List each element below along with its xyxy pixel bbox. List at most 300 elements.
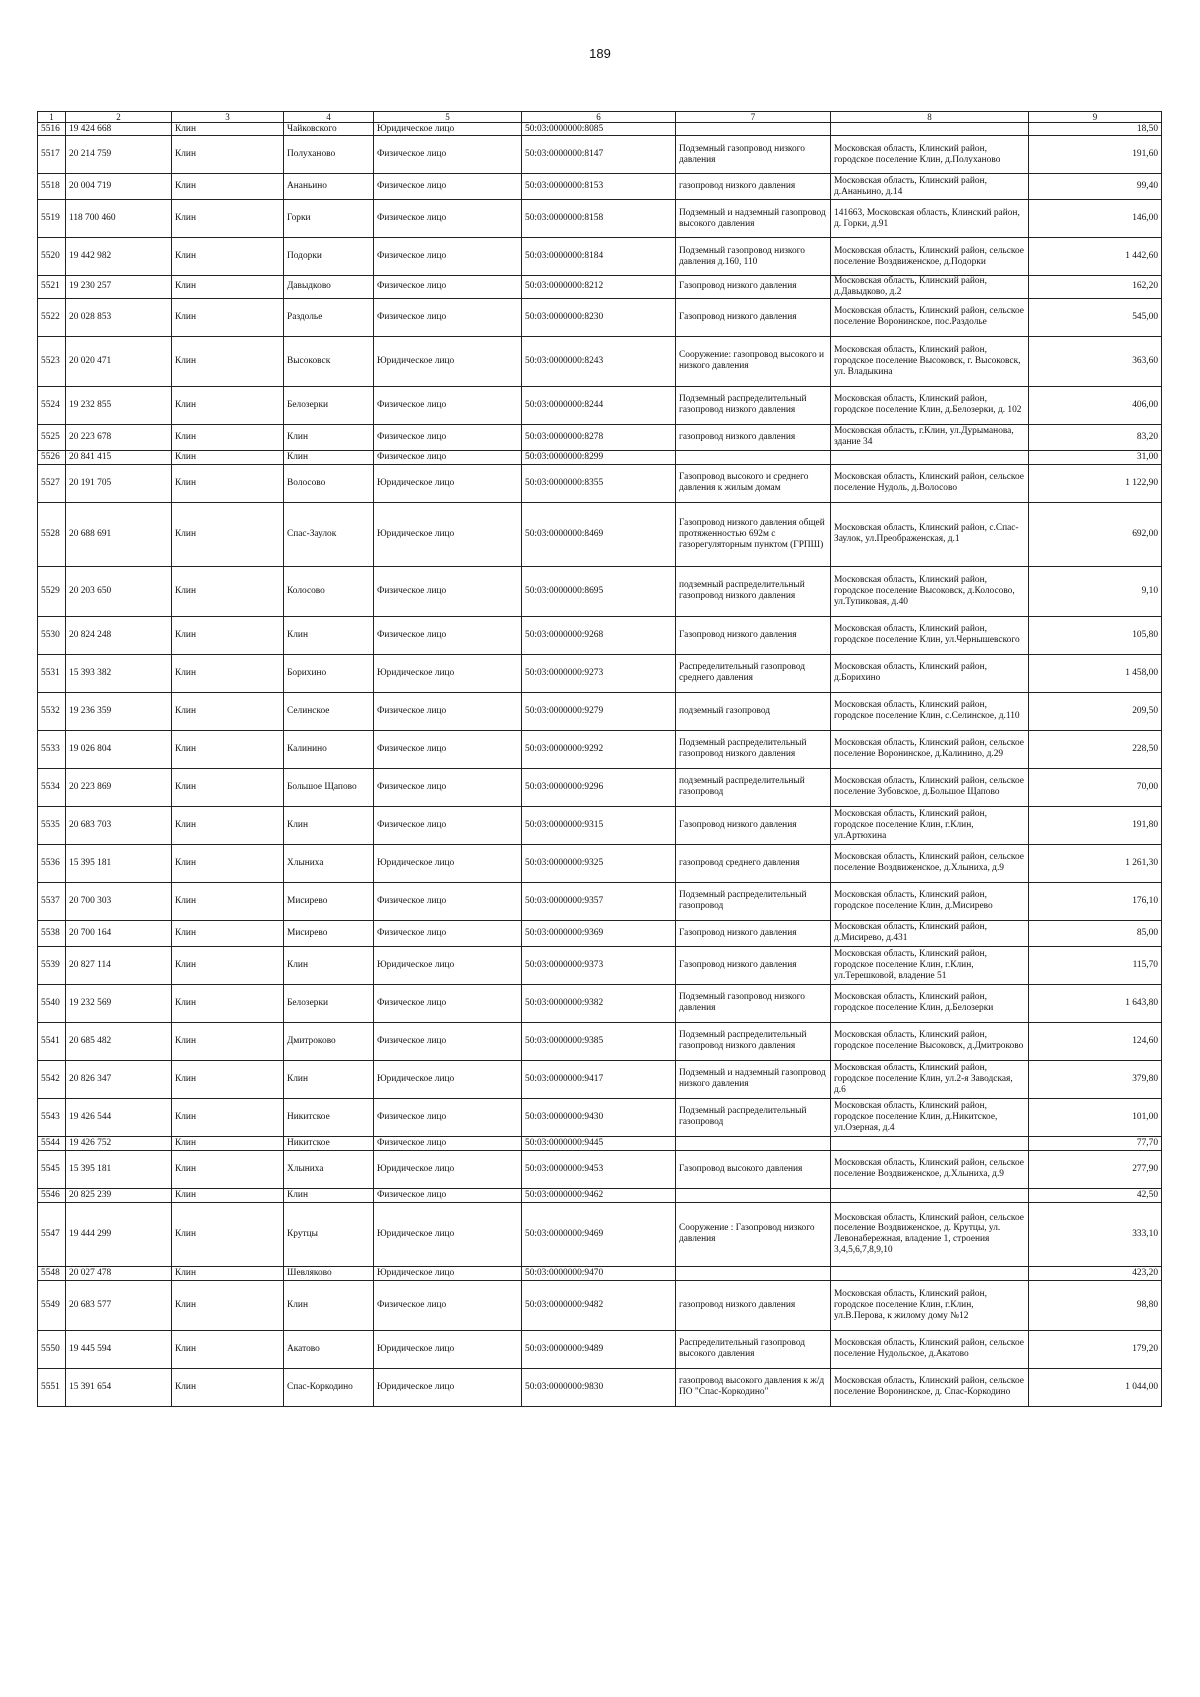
cell-settlement: Акатово [284, 1330, 374, 1368]
cell-record-id: 15 395 181 [66, 844, 172, 882]
cell-settlement: Белозерки [284, 386, 374, 424]
table-row [38, 200, 1162, 238]
cell-owner-type: Юридическое лицо [374, 123, 522, 136]
cell-row-number: 5551 [38, 1368, 66, 1406]
cell-object-name: Подземный и надземный газопровод высокого давления [676, 200, 831, 238]
cell-row-number: 5519 [38, 200, 66, 238]
cell-municipality: Клин [172, 174, 284, 200]
cell-row-number: 5544 [38, 1136, 66, 1150]
cell-object-name: Газопровод низкого давления [676, 298, 831, 336]
cell-cadastral-number: 50:03:0000000:9373 [522, 946, 676, 984]
cell-record-id: 20 841 415 [66, 450, 172, 464]
cell-record-id: 20 685 482 [66, 1022, 172, 1060]
cell-length: 124,60 [1029, 1022, 1162, 1060]
cell-length: 423,20 [1029, 1266, 1162, 1280]
cell-cadastral-number: 50:03:0000000:9469 [522, 1202, 676, 1266]
cell-owner-type: Физическое лицо [374, 566, 522, 616]
cell-length: 1 643,80 [1029, 984, 1162, 1022]
cell-address: Московская область, Клинский район, сельское поселение Воронинское, д.Калинино, д.29 [831, 730, 1029, 768]
table-row [38, 1136, 1162, 1150]
cell-record-id: 15 395 181 [66, 1150, 172, 1188]
cell-owner-type: Юридическое лицо [374, 1150, 522, 1188]
cell-cadastral-number: 50:03:0000000:9382 [522, 984, 676, 1022]
cell-record-id: 19 445 594 [66, 1330, 172, 1368]
cell-cadastral-number: 50:03:0000000:9417 [522, 1060, 676, 1098]
cell-record-id: 20 223 869 [66, 768, 172, 806]
cell-owner-type: Физическое лицо [374, 424, 522, 450]
cell-length: 1 442,60 [1029, 238, 1162, 276]
table-row [38, 616, 1162, 654]
cell-address: Московская область, Клинский район, сельское поселение Воздвиженское, д.Хлыниха, д.9 [831, 844, 1029, 882]
cell-settlement: Клин [284, 616, 374, 654]
cell-address: Московская область, Клинский район, сельское поселение Воронинское, д. Спас-Коркодино [831, 1368, 1029, 1406]
cell-object-name: Подземный газопровод низкого давления [676, 136, 831, 174]
cell-object-name: Сооружение : Газопровод низкого давления [676, 1202, 831, 1266]
cell-municipality: Клин [172, 984, 284, 1022]
cell-cadastral-number: 50:03:0000000:8695 [522, 566, 676, 616]
cell-object-name: Распределительный газопровод высокого давления [676, 1330, 831, 1368]
cell-settlement: Чайковского [284, 123, 374, 136]
page-number: 189 [589, 46, 611, 61]
column-header: 3 [172, 112, 284, 123]
cell-owner-type: Физическое лицо [374, 276, 522, 299]
header-row [38, 112, 1162, 123]
cell-record-id: 19 236 359 [66, 692, 172, 730]
cell-record-id: 19 426 752 [66, 1136, 172, 1150]
cell-object-name: Подземный и надземный газопровод низкого давления [676, 1060, 831, 1098]
cell-municipality: Клин [172, 566, 284, 616]
cell-settlement: Клин [284, 806, 374, 844]
cell-owner-type: Юридическое лицо [374, 844, 522, 882]
cell-row-number: 5538 [38, 920, 66, 946]
cell-object-name: Подземный газопровод низкого давления д.160, 110 [676, 238, 831, 276]
cell-row-number: 5543 [38, 1098, 66, 1136]
cell-address: Московская область, Клинский район, городское поселение Клин, д.Полуханово [831, 136, 1029, 174]
cell-settlement: Клин [284, 946, 374, 984]
cell-cadastral-number: 50:03:0000000:8085 [522, 123, 676, 136]
cell-row-number: 5518 [38, 174, 66, 200]
cell-owner-type: Юридическое лицо [374, 336, 522, 386]
cell-municipality: Клин [172, 1330, 284, 1368]
cell-length: 277,90 [1029, 1150, 1162, 1188]
cell-object-name: подземный газопровод [676, 692, 831, 730]
cell-object-name: Подземный газопровод низкого давления [676, 984, 831, 1022]
cell-owner-type: Юридическое лицо [374, 1330, 522, 1368]
cell-cadastral-number: 50:03:0000000:8244 [522, 386, 676, 424]
cell-address: 141663, Московская область, Клинский район, д. Горки, д.91 [831, 200, 1029, 238]
cell-record-id: 19 444 299 [66, 1202, 172, 1266]
table-row [38, 1188, 1162, 1202]
table-row [38, 1060, 1162, 1098]
cell-cadastral-number: 50:03:0000000:8184 [522, 238, 676, 276]
cell-object-name: газопровод низкого давления [676, 1280, 831, 1330]
cell-settlement: Клин [284, 424, 374, 450]
cell-object-name: Подземный распределительный газопровод низкого давления [676, 1022, 831, 1060]
cell-length: 406,00 [1029, 386, 1162, 424]
table-row [38, 1368, 1162, 1406]
cell-object-name: Газопровод низкого давления [676, 920, 831, 946]
cell-row-number: 5528 [38, 502, 66, 566]
cell-record-id: 20 824 248 [66, 616, 172, 654]
cell-municipality: Клин [172, 882, 284, 920]
cell-address: Московская область, Клинский район, д.Ананьино, д.14 [831, 174, 1029, 200]
cell-municipality: Клин [172, 502, 284, 566]
cell-row-number: 5521 [38, 276, 66, 299]
cell-settlement: Хлыниха [284, 844, 374, 882]
cell-cadastral-number: 50:03:0000000:9325 [522, 844, 676, 882]
cell-object-name: Подземный распределительный газопровод низкого давления [676, 386, 831, 424]
cell-cadastral-number: 50:03:0000000:9830 [522, 1368, 676, 1406]
cell-municipality: Клин [172, 1368, 284, 1406]
cell-length: 545,00 [1029, 298, 1162, 336]
cell-settlement: Крутцы [284, 1202, 374, 1266]
cell-settlement: Никитское [284, 1098, 374, 1136]
cell-object-name: Газопровод низкого давления [676, 946, 831, 984]
cell-owner-type: Физическое лицо [374, 1098, 522, 1136]
cell-address: Московская область, Клинский район, городское поселение Клин, д.Никитское, ул.Озерная, д.4 [831, 1098, 1029, 1136]
cell-cadastral-number: 50:03:0000000:8469 [522, 502, 676, 566]
table-row [38, 1098, 1162, 1136]
cell-record-id: 20 191 705 [66, 464, 172, 502]
cell-record-id: 20 028 853 [66, 298, 172, 336]
cell-record-id: 20 683 703 [66, 806, 172, 844]
cell-record-id: 20 700 164 [66, 920, 172, 946]
table-row [38, 123, 1162, 136]
cell-municipality: Клин [172, 1136, 284, 1150]
cell-row-number: 5534 [38, 768, 66, 806]
cell-municipality: Клин [172, 654, 284, 692]
column-header: 6 [522, 112, 676, 123]
cell-settlement: Горки [284, 200, 374, 238]
column-header: 2 [66, 112, 172, 123]
table-row [38, 1266, 1162, 1280]
cell-owner-type: Юридическое лицо [374, 1202, 522, 1266]
cell-record-id: 15 393 382 [66, 654, 172, 692]
cell-address: Московская область, Клинский район, сельское поселение Зубовское, д.Большое Щапово [831, 768, 1029, 806]
cell-row-number: 5536 [38, 844, 66, 882]
cell-owner-type: Физическое лицо [374, 1022, 522, 1060]
cell-address: Московская область, Клинский район, городское поселение Клин, ул.2-я Заводская, д.6 [831, 1060, 1029, 1098]
cell-owner-type: Физическое лицо [374, 1136, 522, 1150]
cell-record-id: 20 223 678 [66, 424, 172, 450]
cell-cadastral-number: 50:03:0000000:9462 [522, 1188, 676, 1202]
cell-settlement: Хлыниха [284, 1150, 374, 1188]
table-row [38, 566, 1162, 616]
cell-length: 85,00 [1029, 920, 1162, 946]
cell-length: 99,40 [1029, 174, 1162, 200]
table-row [38, 1150, 1162, 1188]
cell-municipality: Клин [172, 123, 284, 136]
cell-settlement: Полуханово [284, 136, 374, 174]
table-row [38, 1022, 1162, 1060]
cell-length: 363,60 [1029, 336, 1162, 386]
cell-length: 146,00 [1029, 200, 1162, 238]
cell-municipality: Клин [172, 336, 284, 386]
cell-settlement: Подорки [284, 238, 374, 276]
cell-object-name: Газопровод низкого давления [676, 276, 831, 299]
cell-cadastral-number: 50:03:0000000:8147 [522, 136, 676, 174]
cell-settlement: Волосово [284, 464, 374, 502]
cell-settlement: Ананьино [284, 174, 374, 200]
cell-record-id: 20 004 719 [66, 174, 172, 200]
cell-object-name: Газопровод низкого давления [676, 616, 831, 654]
cell-object-name: Сооружение: газопровод высокого и низкого давления [676, 336, 831, 386]
cell-length: 162,20 [1029, 276, 1162, 299]
cell-cadastral-number: 50:03:0000000:9482 [522, 1280, 676, 1330]
cell-owner-type: Физическое лицо [374, 768, 522, 806]
table-row [38, 946, 1162, 984]
cell-cadastral-number: 50:03:0000000:9470 [522, 1266, 676, 1280]
cell-row-number: 5533 [38, 730, 66, 768]
cell-object-name: Распределительный газопровод среднего давления [676, 654, 831, 692]
cell-settlement: Дмитроково [284, 1022, 374, 1060]
cell-address: Московская область, Клинский район, с.Спас-Заулок, ул.Преображенская, д.1 [831, 502, 1029, 566]
cell-municipality: Клин [172, 844, 284, 882]
cell-municipality: Клин [172, 1150, 284, 1188]
cell-row-number: 5537 [38, 882, 66, 920]
cell-length: 105,80 [1029, 616, 1162, 654]
cell-record-id: 20 020 471 [66, 336, 172, 386]
cell-object-name: Газопровод высокого давления [676, 1150, 831, 1188]
cell-object-name: Подземный распределительный газопровод [676, 882, 831, 920]
cell-owner-type: Физическое лицо [374, 984, 522, 1022]
cell-address: Московская область, Клинский район, сельское поселение Воздвиженское, д.Подорки [831, 238, 1029, 276]
cell-length: 209,50 [1029, 692, 1162, 730]
cell-length: 228,50 [1029, 730, 1162, 768]
table-row [38, 238, 1162, 276]
cell-address: Московская область, Клинский район, городское поселение Высоковск, д.Колосово, ул.Тупиковая, д.40 [831, 566, 1029, 616]
cell-row-number: 5526 [38, 450, 66, 464]
cell-address: Московская область, Клинский район, городское поселение Клин, г.Клин, ул.Терешковой, владение 51 [831, 946, 1029, 984]
cell-owner-type: Физическое лицо [374, 806, 522, 844]
cell-municipality: Клин [172, 1266, 284, 1280]
column-header: 1 [38, 112, 66, 123]
cell-municipality: Клин [172, 136, 284, 174]
cell-settlement: Мисирево [284, 920, 374, 946]
cell-row-number: 5530 [38, 616, 66, 654]
cell-municipality: Клин [172, 386, 284, 424]
cell-record-id: 19 424 668 [66, 123, 172, 136]
cell-object-name: газопровод низкого давления [676, 424, 831, 450]
cell-owner-type: Физическое лицо [374, 450, 522, 464]
cell-address: Московская область, Клинский район, городское поселение Клин, д.Белозерки, д. 102 [831, 386, 1029, 424]
cell-row-number: 5522 [38, 298, 66, 336]
cell-length: 115,70 [1029, 946, 1162, 984]
cell-record-id: 118 700 460 [66, 200, 172, 238]
cell-owner-type: Юридическое лицо [374, 464, 522, 502]
cell-cadastral-number: 50:03:0000000:8278 [522, 424, 676, 450]
cell-municipality: Клин [172, 616, 284, 654]
table-row [38, 806, 1162, 844]
table-row [38, 386, 1162, 424]
table-row [38, 276, 1162, 299]
cell-cadastral-number: 50:03:0000000:9430 [522, 1098, 676, 1136]
cell-cadastral-number: 50:03:0000000:9357 [522, 882, 676, 920]
cell-row-number: 5525 [38, 424, 66, 450]
cell-cadastral-number: 50:03:0000000:8243 [522, 336, 676, 386]
cell-length: 692,00 [1029, 502, 1162, 566]
cell-row-number: 5517 [38, 136, 66, 174]
cell-address: Московская область, Клинский район, сельское поселение Нудоль, д.Волосово [831, 464, 1029, 502]
cell-record-id: 19 442 982 [66, 238, 172, 276]
cell-cadastral-number: 50:03:0000000:9445 [522, 1136, 676, 1150]
cell-owner-type: Юридическое лицо [374, 502, 522, 566]
cell-owner-type: Физическое лицо [374, 692, 522, 730]
cell-settlement: Раздолье [284, 298, 374, 336]
cell-cadastral-number: 50:03:0000000:8212 [522, 276, 676, 299]
cell-record-id: 19 230 257 [66, 276, 172, 299]
cell-length: 333,10 [1029, 1202, 1162, 1266]
cell-cadastral-number: 50:03:0000000:8153 [522, 174, 676, 200]
table-row [38, 654, 1162, 692]
cell-address: Московская область, Клинский район, городское поселение Клин, д.Мисирево [831, 882, 1029, 920]
cell-length: 31,00 [1029, 450, 1162, 464]
cell-address: Московская область, Клинский район, городское поселение Высоковск, г. Высоковск, ул. Владыкина [831, 336, 1029, 386]
cell-cadastral-number: 50:03:0000000:9279 [522, 692, 676, 730]
cell-settlement: Большое Щапово [284, 768, 374, 806]
cell-row-number: 5547 [38, 1202, 66, 1266]
cell-length: 101,00 [1029, 1098, 1162, 1136]
cell-owner-type: Физическое лицо [374, 730, 522, 768]
cell-row-number: 5535 [38, 806, 66, 844]
cell-address: Московская область, Клинский район, городское поселение Клин, д.Белозерки [831, 984, 1029, 1022]
cell-owner-type: Юридическое лицо [374, 1060, 522, 1098]
table-row [38, 502, 1162, 566]
cell-object-name [676, 1136, 831, 1150]
cell-record-id: 19 026 804 [66, 730, 172, 768]
column-header: 9 [1029, 112, 1162, 123]
cell-municipality: Клин [172, 730, 284, 768]
cell-object-name: Подземный распределительный газопровод [676, 1098, 831, 1136]
registry-table [37, 111, 1162, 1407]
cell-settlement: Клин [284, 1280, 374, 1330]
cell-row-number: 5523 [38, 336, 66, 386]
cell-row-number: 5539 [38, 946, 66, 984]
cell-row-number: 5550 [38, 1330, 66, 1368]
cell-object-name: газопровод среднего давления [676, 844, 831, 882]
cell-record-id: 19 232 855 [66, 386, 172, 424]
cell-cadastral-number: 50:03:0000000:9369 [522, 920, 676, 946]
cell-municipality: Клин [172, 946, 284, 984]
cell-record-id: 20 688 691 [66, 502, 172, 566]
cell-row-number: 5542 [38, 1060, 66, 1098]
cell-address: Московская область, Клинский район, городское поселение Клин, г.Клин, ул.В.Перова, к жилому дому №12 [831, 1280, 1029, 1330]
cell-record-id: 19 426 544 [66, 1098, 172, 1136]
cell-owner-type: Физическое лицо [374, 238, 522, 276]
cell-address [831, 450, 1029, 464]
cell-municipality: Клин [172, 200, 284, 238]
cell-object-name: подземный распределительный газопровод низкого давления [676, 566, 831, 616]
cell-address: Московская область, Клинский район, д.Борихино [831, 654, 1029, 692]
cell-settlement: Никитское [284, 1136, 374, 1150]
cell-length: 179,20 [1029, 1330, 1162, 1368]
cell-municipality: Клин [172, 692, 284, 730]
cell-row-number: 5541 [38, 1022, 66, 1060]
cell-owner-type: Физическое лицо [374, 616, 522, 654]
cell-object-name: Газопровод низкого давления общей протяженностью 692м с газорегуляторным пунктом (ГРПШ) [676, 502, 831, 566]
cell-row-number: 5531 [38, 654, 66, 692]
cell-row-number: 5540 [38, 984, 66, 1022]
table-row [38, 136, 1162, 174]
cell-address: Московская область, Клинский район, сельское поселение Воздвиженское, д.Хлыниха, д.9 [831, 1150, 1029, 1188]
cell-settlement: Мисирево [284, 882, 374, 920]
cell-length: 98,80 [1029, 1280, 1162, 1330]
cell-settlement: Калинино [284, 730, 374, 768]
cell-length: 379,80 [1029, 1060, 1162, 1098]
cell-address: Московская область, г.Клин, ул.Дурыманова, здание 34 [831, 424, 1029, 450]
cell-record-id: 20 683 577 [66, 1280, 172, 1330]
cell-municipality: Клин [172, 276, 284, 299]
cell-length: 83,20 [1029, 424, 1162, 450]
cell-cadastral-number: 50:03:0000000:8230 [522, 298, 676, 336]
cell-municipality: Клин [172, 298, 284, 336]
cell-cadastral-number: 50:03:0000000:8355 [522, 464, 676, 502]
cell-owner-type: Юридическое лицо [374, 654, 522, 692]
cell-object-name [676, 1266, 831, 1280]
table-row [38, 882, 1162, 920]
cell-owner-type: Физическое лицо [374, 1280, 522, 1330]
cell-owner-type: Физическое лицо [374, 174, 522, 200]
cell-owner-type: Юридическое лицо [374, 946, 522, 984]
cell-record-id: 20 027 478 [66, 1266, 172, 1280]
cell-address: Московская область, Клинский район, городское поселение Высоковск, д.Дмитроково [831, 1022, 1029, 1060]
cell-length: 1 261,30 [1029, 844, 1162, 882]
cell-object-name: Газопровод низкого давления [676, 806, 831, 844]
cell-row-number: 5520 [38, 238, 66, 276]
cell-owner-type: Физическое лицо [374, 200, 522, 238]
cell-row-number: 5529 [38, 566, 66, 616]
table-row [38, 1202, 1162, 1266]
column-header: 5 [374, 112, 522, 123]
cell-owner-type: Физическое лицо [374, 1188, 522, 1202]
cell-settlement: Клин [284, 450, 374, 464]
table-row [38, 1280, 1162, 1330]
cell-record-id: 15 391 654 [66, 1368, 172, 1406]
cell-address: Московская область, Клинский район, д.Давыдково, д.2 [831, 276, 1029, 299]
cell-municipality: Клин [172, 806, 284, 844]
cell-length: 1 458,00 [1029, 654, 1162, 692]
cell-settlement: Борихино [284, 654, 374, 692]
cell-municipality: Клин [172, 1060, 284, 1098]
table-row [38, 768, 1162, 806]
table-row [38, 984, 1162, 1022]
cell-row-number: 5548 [38, 1266, 66, 1280]
column-header: 7 [676, 112, 831, 123]
cell-object-name [676, 123, 831, 136]
cell-object-name: Подземный распределительный газопровод низкого давления [676, 730, 831, 768]
cell-address: Московская область, Клинский район, сельское поселение Воздвиженское, д. Крутцы, ул. Левонабережная, владение 1, строения 3,4,5,6,7,8,9,10 [831, 1202, 1029, 1266]
cell-owner-type: Физическое лицо [374, 920, 522, 946]
cell-record-id: 20 700 303 [66, 882, 172, 920]
cell-owner-type: Физическое лицо [374, 298, 522, 336]
table-row [38, 424, 1162, 450]
table-row [38, 298, 1162, 336]
cell-length: 77,70 [1029, 1136, 1162, 1150]
cell-settlement: Высоковск [284, 336, 374, 386]
cell-owner-type: Юридическое лицо [374, 1368, 522, 1406]
cell-length: 70,00 [1029, 768, 1162, 806]
cell-row-number: 5524 [38, 386, 66, 424]
cell-address: Московская область, Клинский район, городское поселение Клин, ул.Чернышевского [831, 616, 1029, 654]
table-row [38, 692, 1162, 730]
cell-address: Московская область, Клинский район, д.Мисирево, д.431 [831, 920, 1029, 946]
cell-cadastral-number: 50:03:0000000:9453 [522, 1150, 676, 1188]
cell-row-number: 5545 [38, 1150, 66, 1188]
cell-object-name [676, 450, 831, 464]
cell-settlement: Клин [284, 1188, 374, 1202]
cell-municipality: Клин [172, 1188, 284, 1202]
column-header: 8 [831, 112, 1029, 123]
